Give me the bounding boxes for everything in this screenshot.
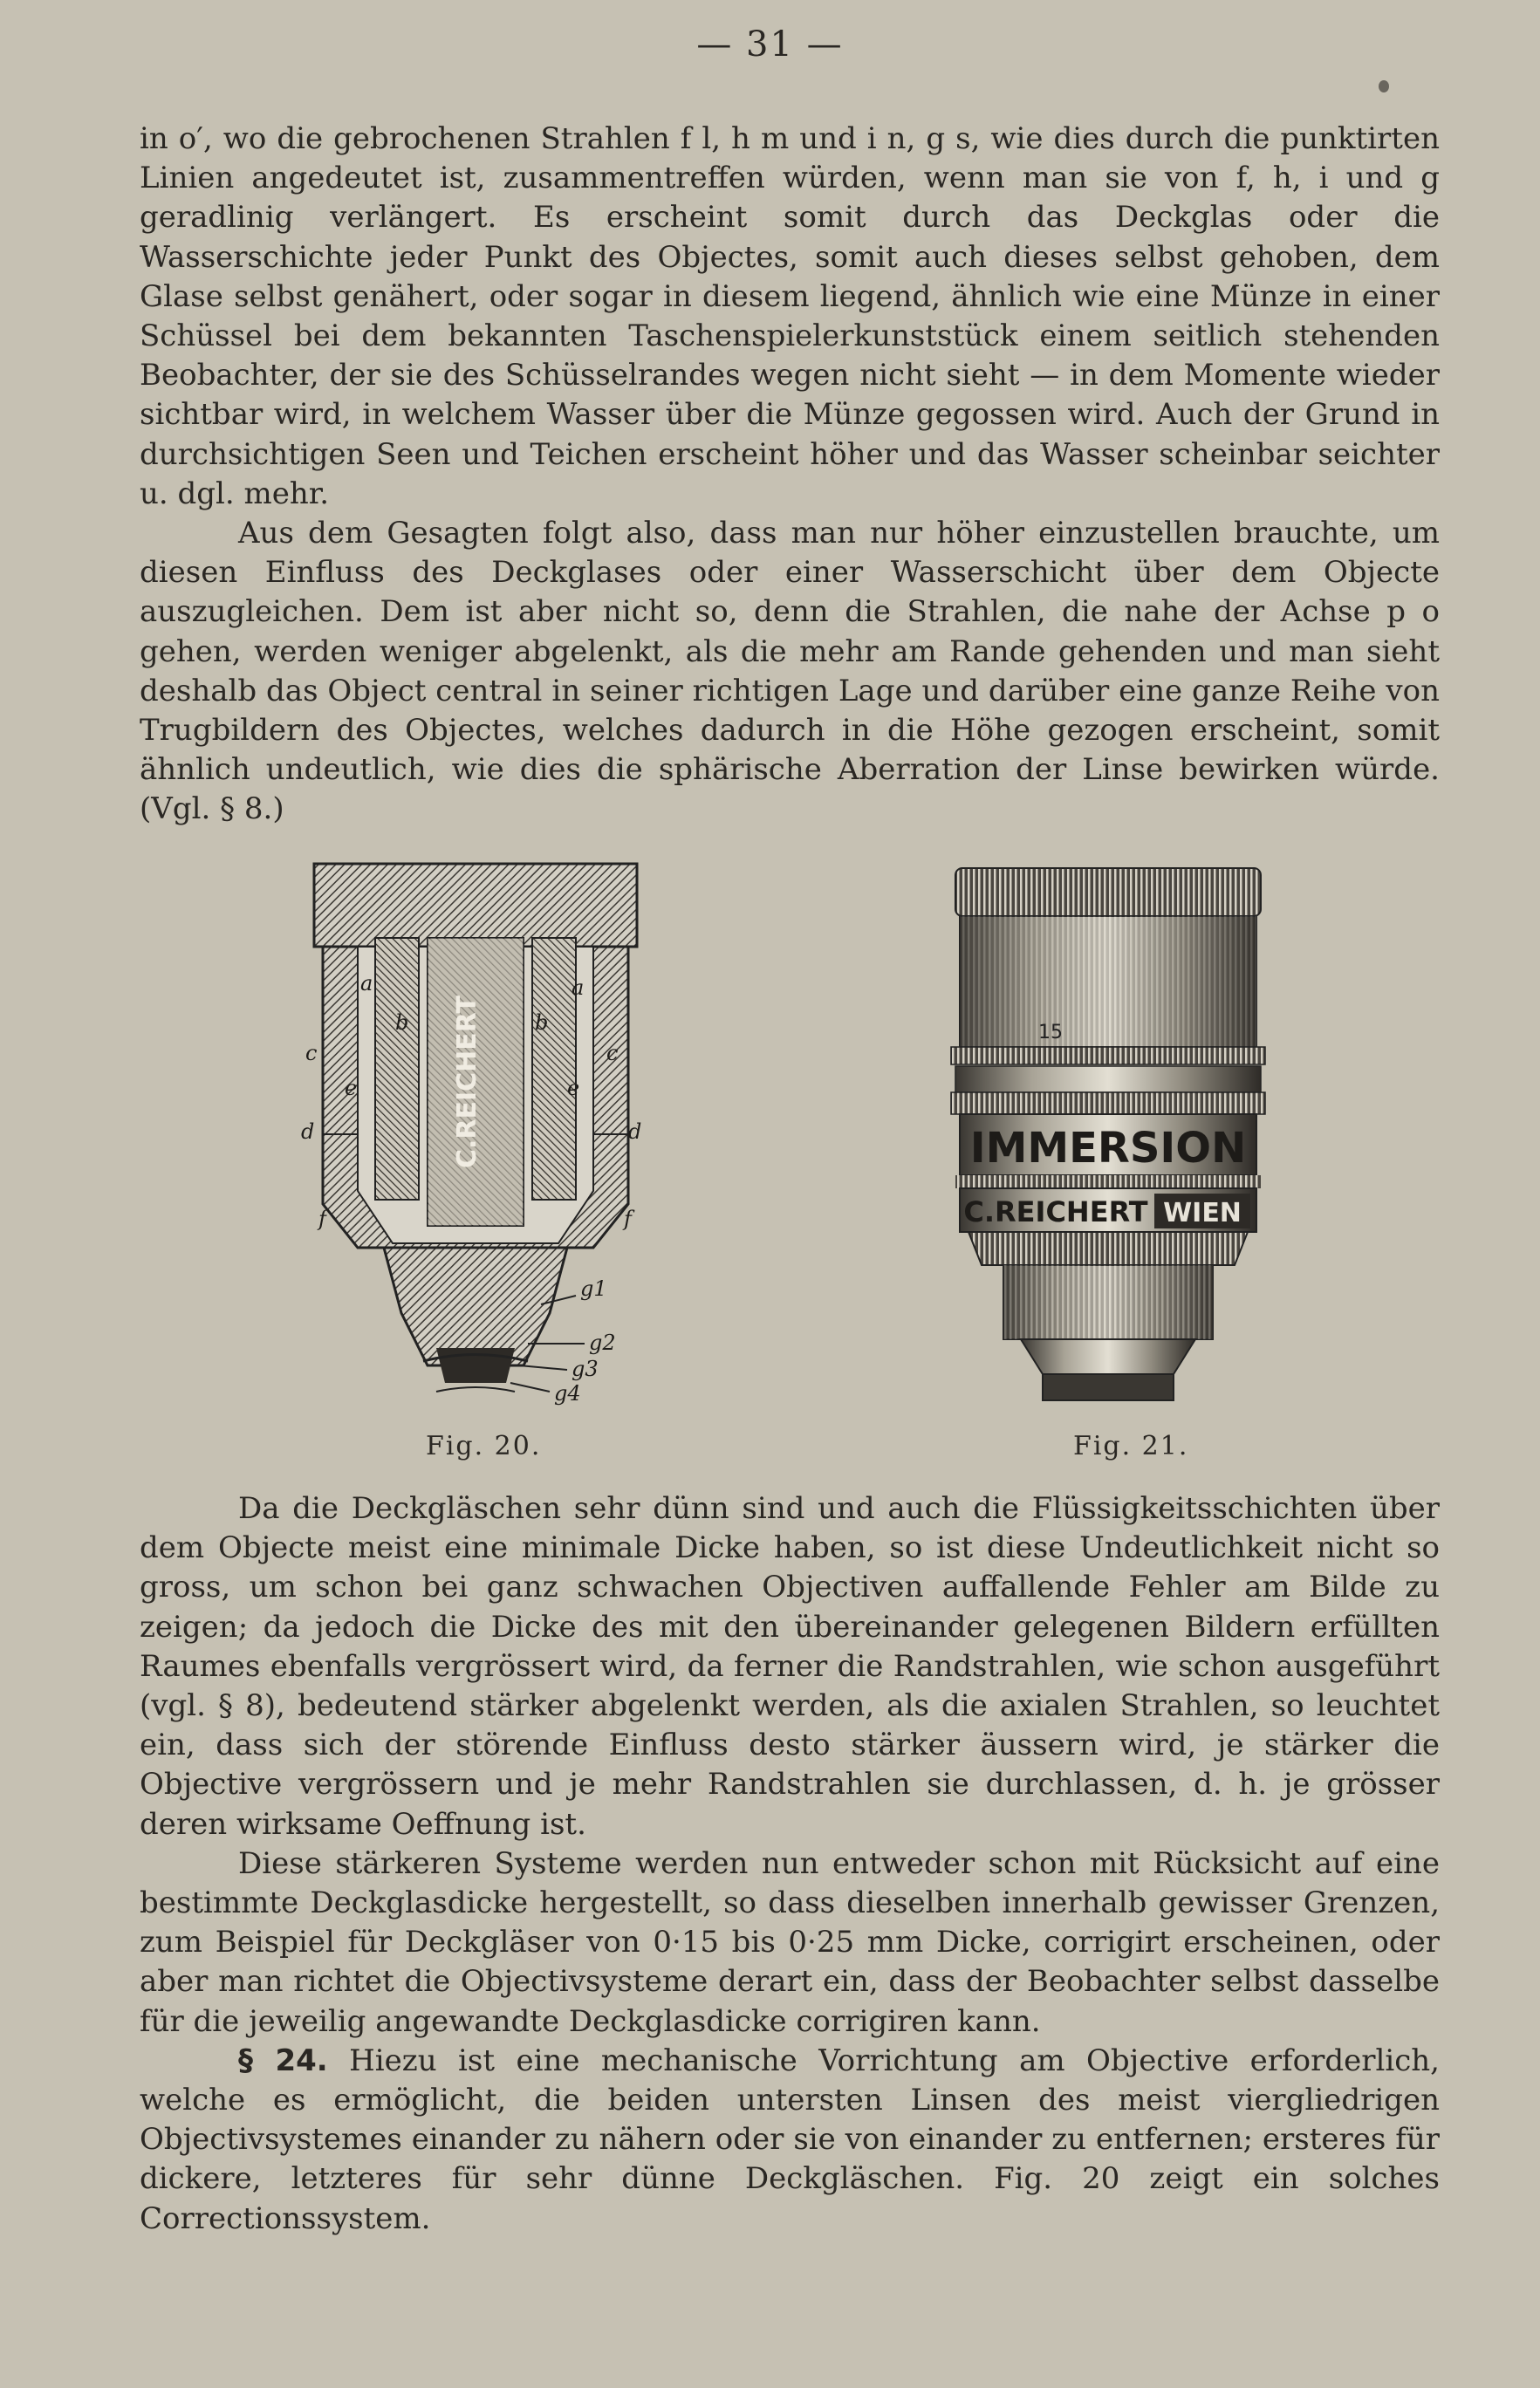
fig20-label-b-left: b	[395, 1010, 409, 1035]
paragraph-4: Diese stärkeren Systeme werden nun entweder schon mit Rücksicht auf eine bestimmte Deckglasdicke hergestellt, so dass dieselben innerhalb gewisser Grenzen, zum Beispiel für Deckgläser von 0·15 bis 0·25 mm Dicke, corrigirt erscheinen, oder aber man richtet die Objectivsysteme derart ein, dass der Beobachter selbst dasselbe für die jeweilig angewandte Deckglasdicke corrigiren kann.	[140, 1845, 1440, 2039]
fig21-engraving-immersion: IMMERSION	[969, 1124, 1247, 1173]
text-block-bottom	[140, 1489, 1440, 2239]
paragraph-2: Aus dem Gesagten folgt also, dass man nur höher einzustellen brauchte, um diesen Einfluss des Deckglases oder einer Wasserschicht über dem Objecte auszugleichen. Dem ist aber nicht so, denn die Strahlen, die nahe der Achse p o gehen, werden weniger abgelenkt, als die mehr am Rande gehenden und man sieht deshalb das Object central in seiner richtigen Lage und darüber eine ganze Reihe von Trugbildern des Objectes, welches dadurch in die Höhe gezogen erscheint, somit ähnlich undeutlich, wie dies die sphärische Aberration der Linse bewirken würde. (Vgl. § 8.)	[140, 516, 1440, 827]
fig20-label-d-right: d	[628, 1119, 642, 1144]
fig20-label-e-right: e	[567, 1076, 580, 1100]
fig20-label-g2: g2	[589, 1331, 616, 1355]
fig20-label-c-left: c	[305, 1041, 318, 1065]
text-block-top	[140, 120, 1440, 830]
paragraph-1: in o′, wo die gebrochenen Strahlen f l, h m und i n, g s, wie dies durch die punktirten Linien angedeutet ist, zusammentreffen würden, wenn man sie von f, h, i und g geradlinig verlängert. Es erscheint somit durch das Deckglas oder die Wasserschichte jeder Punkt des Objectes, somit auch dieses selbst gehoben, dem Glase selbst genähert, oder sogar in diesem liegend, ähnlich wie eine Münze in einer Schüssel bei dem bekannten Taschenspielerkunststück einem seitlich stehenden Beobachter, der sie des Schüsselrandes wegen nicht sieht — in dem Momente wieder sichtbar wird, in welchem Wasser über die Münze gegossen wird. Auch der Grund in durchsichtigen Seen und Teichen erscheint höher und das Wasser scheinbar seichter u. dgl. mehr.	[140, 121, 1440, 511]
fig20-label-a-right: a	[572, 975, 585, 1000]
fig20-label-d-left: d	[301, 1119, 315, 1144]
ink-spot	[1379, 80, 1389, 92]
fig20-label-c-right: c	[606, 1041, 619, 1065]
paragraph-3: Da die Deckgläschen sehr dünn sind und auch die Flüssigkeitsschichten über dem Objecte meist eine minimale Dicke haben, so ist diese Undeutlichkeit nicht so gross, um schon bei ganz schwachen Objectiven auffallende Fehler am Bilde zu zeigen; da jedoch die Dicke des mit den übereinander gelegenen Bildern erfüllten Raumes ebenfalls vergrössert wird, da ferner die Randstrahlen, wie schon ausgeführt (vgl. § 8), bedeutend stärker abgelenkt werden, als die axialen Strahlen, so leuchtet ein, dass sich der störende Einfluss desto stärker äussern wird, je stärker die Objective vergrössern und je mehr Randstrahlen sie durchlassen, d. h. je grösser deren wirksame Oeffnung ist.	[140, 1491, 1440, 1842]
fig21-scale-number: 15	[1038, 1022, 1063, 1043]
paragraph-5-text: Hiezu ist eine mechanische Vorrichtung am Objective erforderlich, welche es ermöglicht, die beiden untersten Linsen des meist viergliedrigen Objectivsystemes einander zu nähern oder sie von einander zu entfernen; ersteres für dickere, letzteres für sehr dünne Deckgläschen. Fig. 20 zeigt ein solches Correctionssystem.	[140, 2042, 1440, 2236]
section-number: § 24.	[238, 2042, 328, 2078]
fig20-label-f-right: f	[624, 1207, 632, 1231]
fig20-label-b-right: b	[535, 1010, 549, 1035]
fig21-engraving-wien: WIEN	[1163, 1198, 1242, 1228]
fig20-label-g4: g4	[554, 1381, 581, 1406]
fig21-engraving-reichert: C.REICHERT	[963, 1195, 1148, 1228]
fig20-label-g1: g1	[580, 1276, 607, 1301]
fig20-label-e-left: e	[345, 1076, 358, 1100]
fig20-label-g3: g3	[572, 1357, 599, 1381]
figure-21-immersion-objective	[947, 864, 1270, 1413]
fig20-caption: Fig. 20.	[426, 1431, 542, 1461]
fig21-caption: Fig. 21.	[1073, 1431, 1189, 1461]
fig20-label-a-left: a	[360, 971, 373, 996]
fig20-label-f-left: f	[318, 1207, 326, 1231]
figure-20-objective-cross-section	[301, 859, 646, 1427]
page-number: — 31 —	[696, 24, 844, 65]
fig20-engraving: C.REICHERT	[452, 995, 483, 1169]
paragraph-5	[140, 2042, 1440, 2239]
